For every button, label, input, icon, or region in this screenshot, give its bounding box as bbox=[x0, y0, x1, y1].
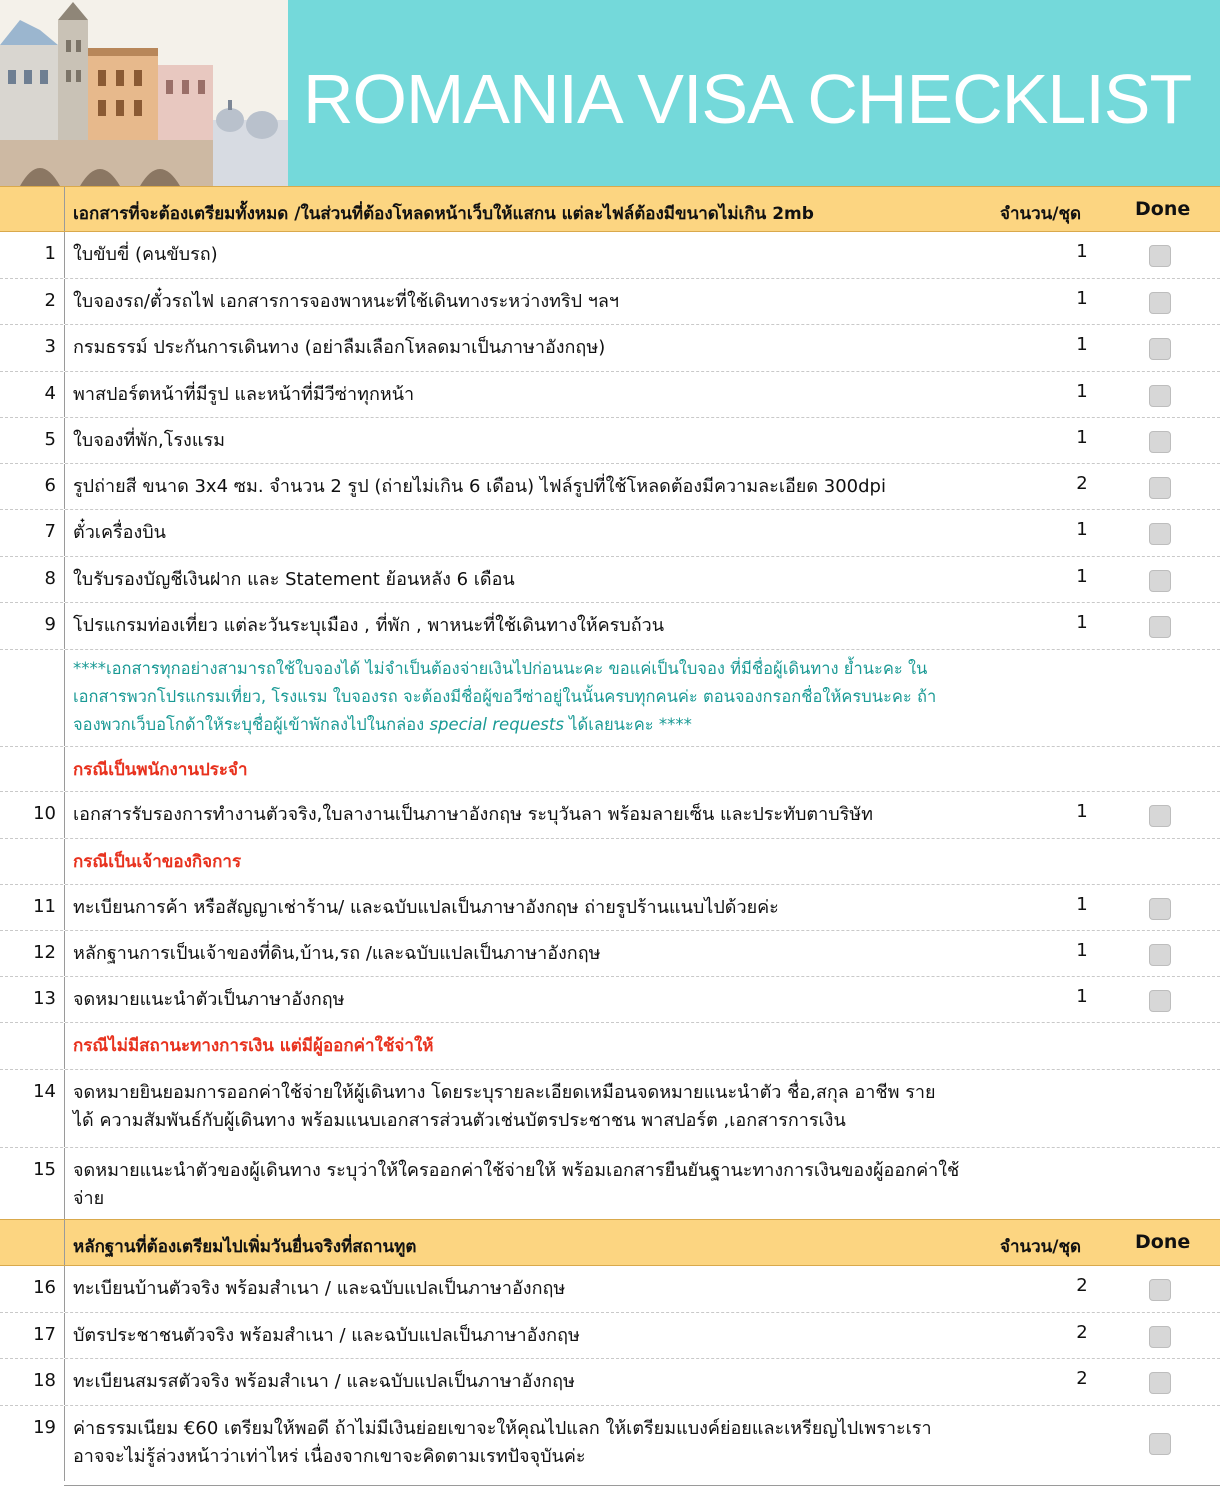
row-description: ใบรับรองบัญชีเงินฝาก และ Statement ย้อนหลัง 6 เดือน bbox=[73, 569, 515, 590]
column-divider bbox=[64, 931, 65, 976]
table-row bbox=[0, 1359, 1220, 1406]
row-number: 11 bbox=[33, 896, 56, 917]
column-divider bbox=[64, 792, 65, 838]
table-row bbox=[0, 603, 1220, 650]
buildings-image bbox=[0, 0, 288, 186]
table-row bbox=[0, 792, 1220, 839]
row-quantity: 1 bbox=[1076, 940, 1088, 961]
row-number: 14 bbox=[33, 1081, 56, 1102]
table-row bbox=[0, 372, 1220, 418]
table-row bbox=[0, 931, 1220, 977]
row-description: จดหมายยินยอมการออกค่าใช้จ่ายให้ผู้เดินทาง โดยระบุรายละเอียดเหมือนจดหมายแนะนำตัว ชื่อ,สกุล อาชีพ รายได้ ความสัมพันธ์กับผู้เดินทาง พร้อมแนบเอกสารส่วนตัวเช่นบัตรประชาชน พาสปอร์ต ,เอกสารการเงิน bbox=[73, 1082, 936, 1131]
row-description: รูปถ่ายสี ขนาด 3x4 ซม. จำนวน 2 รูป (ถ่ายไม่เกิน 6 เดือน) ไฟล์รูปที่ใช้โหลดต้องมีความละเอียด 300dpi bbox=[73, 476, 886, 497]
row-number: 2 bbox=[44, 290, 56, 311]
column-divider bbox=[64, 557, 65, 602]
column-divider bbox=[64, 839, 65, 884]
row-number: 5 bbox=[44, 429, 56, 450]
row-description: โปรแกรมท่องเที่ยว แต่ละวันระบุเมือง , ที่พัก , พาหนะที่ใช้เดินทางให้ครบถ้วน bbox=[73, 615, 665, 636]
column-divider bbox=[64, 885, 65, 930]
row-quantity: 2 bbox=[1076, 1322, 1088, 1343]
row-number: 15 bbox=[33, 1159, 56, 1180]
row-number: 17 bbox=[33, 1324, 56, 1345]
note-text-1: ****เอกสารทุกอย่างสามารถใช้ใบจองได้ ไม่จำเป็นต้องจ่ายเงินไปก่อนนะคะ ขอแค่เป็นใบจอง ที่มีชื่อผู้เดินทาง ย้ำนะคะ ในเอกสารพวกโปรแกรมเที่ยว, โรงแรม ใบจองรถ จะต้องมีชื่อผู้ขอวีซ่าอยู่ในนั้นครบทุกคนค่ะ ตอนจองกรอกชื่อให้ครบนะคะ ถ้าจองพวกเว็บอโกด้าให้ระบุชื่อผู้เข้าพักลงไปในกล่อง bbox=[73, 659, 937, 734]
done-checkbox[interactable] bbox=[1149, 1326, 1171, 1348]
row-number: 3 bbox=[44, 336, 56, 357]
column-divider bbox=[64, 977, 65, 1022]
table-row bbox=[0, 510, 1220, 557]
row-description: พาสปอร์ตหน้าที่มีรูป และหน้าที่มีวีซ่าทุกหน้า bbox=[73, 384, 415, 405]
table-header bbox=[0, 186, 1220, 232]
column-divider bbox=[64, 1023, 65, 1069]
column-divider bbox=[64, 1359, 65, 1405]
header-done: Done bbox=[1135, 198, 1191, 220]
done-checkbox[interactable] bbox=[1149, 944, 1171, 966]
done-checkbox[interactable] bbox=[1149, 1279, 1171, 1301]
column-divider bbox=[64, 1406, 65, 1481]
row-number: 12 bbox=[33, 942, 56, 963]
row-number: 8 bbox=[44, 568, 56, 589]
column-divider bbox=[64, 1070, 65, 1147]
done-checkbox[interactable] bbox=[1149, 245, 1171, 267]
column-divider bbox=[64, 418, 65, 463]
table-row bbox=[0, 232, 1220, 279]
row-description: ใบจองที่พัก,โรงแรม bbox=[73, 430, 225, 451]
column-divider bbox=[64, 747, 65, 791]
row-number: 4 bbox=[44, 383, 56, 404]
header-quantity: จำนวน/ชุด bbox=[1000, 1237, 1082, 1257]
row-description: หลักฐานการเป็นเจ้าของที่ดิน,บ้าน,รถ /และฉบับแปลเป็นภาษาอังกฤษ bbox=[73, 943, 601, 964]
column-divider bbox=[64, 1148, 65, 1219]
row-description: จดหมายแนะนำตัวของผู้เดินทาง ระบุว่าให้ใครออกค่าใช้จ่ายให้ พร้อมเอกสารยืนยันฐานะทางการเงินของผู้ออกค่าใช้จ่าย bbox=[73, 1160, 960, 1209]
row-description: ทะเบียนการค้า หรือสัญญาเช่าร้าน/ และฉบับแปลเป็นภาษาอังกฤษ ถ่ายรูปร้านแนบไปด้วยค่ะ bbox=[73, 897, 779, 918]
column-divider bbox=[64, 325, 65, 371]
done-checkbox[interactable] bbox=[1149, 477, 1171, 499]
row-quantity: 1 bbox=[1076, 566, 1088, 587]
done-checkbox[interactable] bbox=[1149, 898, 1171, 920]
column-divider bbox=[64, 1313, 65, 1358]
table-row bbox=[0, 325, 1220, 372]
table-row bbox=[0, 1148, 1220, 1219]
table-row bbox=[0, 1070, 1220, 1148]
section-row bbox=[0, 747, 1220, 792]
checklist-table bbox=[0, 186, 1220, 1481]
row-number: 18 bbox=[33, 1370, 56, 1391]
row-description: ใบจองรถ/ตั๋วรถไฟ เอกสารการจองพาหนะที่ใช้เดินทางระหว่างทริป ฯลฯ bbox=[73, 291, 620, 312]
row-quantity: 1 bbox=[1076, 241, 1088, 262]
row-quantity: 2 bbox=[1076, 1368, 1088, 1389]
table-row bbox=[0, 464, 1220, 510]
row-number: 16 bbox=[33, 1277, 56, 1298]
column-divider bbox=[64, 1220, 65, 1265]
column-divider bbox=[64, 603, 65, 649]
note-italic: special requests bbox=[429, 715, 564, 734]
row-description: บัตรประชาชนตัวจริง พร้อมสำเนา / และฉบับแปลเป็นภาษาอังกฤษ bbox=[73, 1325, 580, 1346]
table-row bbox=[0, 418, 1220, 464]
header-done: Done bbox=[1135, 1231, 1191, 1253]
row-number: 6 bbox=[44, 475, 56, 496]
row-quantity: 1 bbox=[1076, 519, 1088, 540]
column-divider bbox=[64, 510, 65, 556]
row-quantity: 1 bbox=[1076, 612, 1088, 633]
page-title: ROMANIA VISA CHECKLIST bbox=[303, 60, 1192, 138]
done-checkbox[interactable] bbox=[1149, 431, 1171, 453]
row-description: ค่าธรรมเนียม €60 เตรียมให้พอดี ถ้าไม่มีเงินย่อยเขาจะให้คุณไปแลก ให้เตรียมแบงค์ย่อยและเหรียญไปเพราะเราอาจจะไม่รู้ล่วงหน้าว่าเท่าไหร่ เนื่องจากเขาจะคิดตามเรทปัจจุบันค่ะ bbox=[73, 1418, 932, 1467]
row-number: 10 bbox=[33, 803, 56, 824]
done-checkbox[interactable] bbox=[1149, 292, 1171, 314]
table-row bbox=[0, 279, 1220, 325]
column-divider bbox=[64, 279, 65, 324]
table-row bbox=[0, 977, 1220, 1023]
row-description: ใบขับขี่ (คนขับรถ) bbox=[73, 244, 218, 265]
note-row bbox=[0, 650, 1220, 747]
title-panel bbox=[288, 0, 1220, 186]
column-divider bbox=[64, 187, 65, 231]
done-checkbox[interactable] bbox=[1149, 990, 1171, 1012]
table-row bbox=[0, 885, 1220, 931]
done-checkbox[interactable] bbox=[1149, 523, 1171, 545]
row-quantity: 1 bbox=[1076, 427, 1088, 448]
row-description: จดหมายแนะนำตัวเป็นภาษาอังกฤษ bbox=[73, 989, 345, 1010]
banner bbox=[0, 0, 1220, 186]
section-heading-employee: กรณีเป็นพนักงานประจำ bbox=[73, 760, 248, 780]
done-checkbox[interactable] bbox=[1149, 385, 1171, 407]
done-checkbox[interactable] bbox=[1149, 805, 1171, 827]
row-number: 13 bbox=[33, 988, 56, 1009]
table-row bbox=[0, 1266, 1220, 1313]
table-row bbox=[0, 557, 1220, 603]
row-description: ทะเบียนสมรสตัวจริง พร้อมสำเนา / และฉบับแปลเป็นภาษาอังกฤษ bbox=[73, 1371, 575, 1392]
row-quantity: 1 bbox=[1076, 288, 1088, 309]
row-quantity: 2 bbox=[1076, 473, 1088, 494]
done-checkbox[interactable] bbox=[1149, 1372, 1171, 1394]
section-row bbox=[0, 839, 1220, 885]
table-row bbox=[0, 1406, 1220, 1481]
row-description: ตั๋วเครื่องบิน bbox=[73, 522, 166, 543]
row-description: ทะเบียนบ้านตัวจริง พร้อมสำเนา / และฉบับแปลเป็นภาษาอังกฤษ bbox=[73, 1278, 566, 1299]
row-quantity: 1 bbox=[1076, 986, 1088, 1007]
section-heading-owner: กรณีเป็นเจ้าของกิจการ bbox=[73, 852, 242, 872]
header-description: เอกสารที่จะต้องเตรียมทั้งหมด /ในส่วนที่ต้องโหลดหน้าเว็บให้แสกน แต่ละไฟล์ต้องมีขนาดไม่เกิน 2mb bbox=[73, 204, 814, 224]
section-row bbox=[0, 1023, 1220, 1070]
row-quantity: 2 bbox=[1076, 1275, 1088, 1296]
row-description: กรมธรรม์ ประกันการเดินทาง (อย่าลืมเลือกโหลดมาเป็นภาษาอังกฤษ) bbox=[73, 337, 606, 358]
done-checkbox[interactable] bbox=[1149, 570, 1171, 592]
column-divider bbox=[64, 1266, 65, 1312]
row-quantity: 1 bbox=[1076, 801, 1088, 822]
row-quantity: 1 bbox=[1076, 334, 1088, 355]
row-number: 7 bbox=[44, 521, 56, 542]
row-description: เอกสารรับรองการทำงานตัวจริง,ใบลางานเป็นภาษาอังกฤษ ระบุวันลา พร้อมลายเซ็น และประทับตาบริษัท bbox=[73, 804, 874, 825]
column-divider bbox=[64, 464, 65, 509]
row-quantity: 1 bbox=[1076, 381, 1088, 402]
done-checkbox[interactable] bbox=[1149, 338, 1171, 360]
header-quantity: จำนวน/ชุด bbox=[1000, 204, 1082, 224]
row-number: 19 bbox=[33, 1417, 56, 1438]
note-text-2: ได้เลยนะคะ **** bbox=[563, 715, 692, 734]
row-number: 1 bbox=[44, 243, 56, 264]
table-header bbox=[0, 1219, 1220, 1266]
column-divider bbox=[64, 232, 65, 278]
done-checkbox[interactable] bbox=[1149, 1433, 1171, 1455]
section-heading-sponsor: กรณีไม่มีสถานะทางการเงิน แต่มีผู้ออกค่าใช้จ่าให้ bbox=[73, 1036, 434, 1056]
row-quantity: 1 bbox=[1076, 894, 1088, 915]
column-divider bbox=[64, 372, 65, 417]
booking-note bbox=[73, 655, 960, 739]
row-number: 9 bbox=[44, 614, 56, 635]
table-bottom-border bbox=[64, 1485, 1220, 1486]
city-illustration bbox=[0, 0, 288, 186]
header-description: หลักฐานที่ต้องเตรียมไปเพิ่มวันยื่นจริงที่สถานทูต bbox=[73, 1237, 417, 1257]
table-row bbox=[0, 1313, 1220, 1359]
column-divider bbox=[64, 650, 65, 746]
done-checkbox[interactable] bbox=[1149, 616, 1171, 638]
